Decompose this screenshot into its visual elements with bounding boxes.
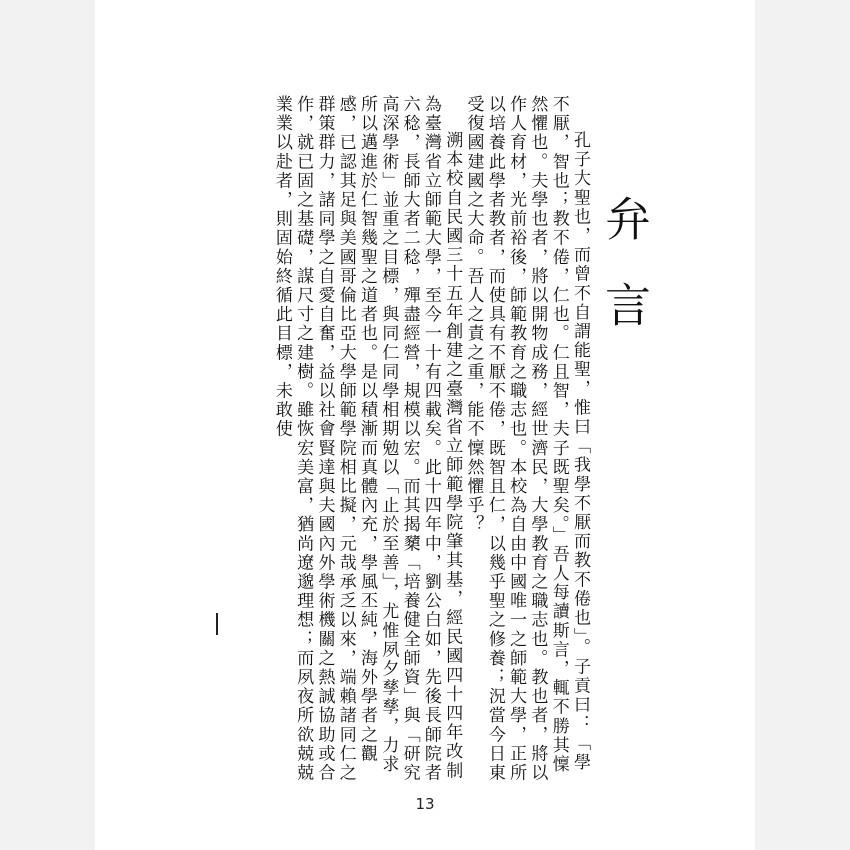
page-title: 弁言 bbox=[598, 195, 652, 367]
page-number: 13 bbox=[415, 795, 435, 813]
paragraph-2: 溯本校自民國三十五年創建之臺灣省立師範學院肇其基，經民國四十四年改制為臺灣省立師範大學，至今一十有四載矣。此十四年中，劉公白如，先後長師院者六稔，長師大者二稔，殫盡經營，規模以宏。而其揭櫫「培養健全師資」與「研究高深學術」並重之目標，與同仁同學相期勉以「止於至善」，尤惟夙夕孳孳，力求所以邁進於仁智幾聖之道者也。是以積漸而真體內充，學風丕純，海外學者之觀感，已認其足與美國哥倫比亞大學師範學院相比擬，元哉承乏以來，端賴諸同仁之群策群力，諸同學之自愛自奮，益以社會賢達與夫國內外學術機關之熱誠協助或合作，就已固之基礎，謀尺寸之建樹。雖恢宏美富，猶尚遼邈理想；而夙夜所欲兢兢業業以赴者，則固始終循此目標，未敢使 bbox=[271, 95, 463, 783]
margin-dash bbox=[216, 613, 218, 635]
body-text bbox=[225, 95, 590, 785]
paragraph-1: 孔子大聖也，而曾不自謂能聖，惟曰「我學不厭而教不倦也」。子貢曰：「學不厭，智也；教不倦，仁也。仁且智，夫子既聖矣。」吾人每讀斯言，輒不勝其懍然懼也。夫學也者，將以開物成務，經世濟民，大學教育之職志也。教也者，將以作人育材，光前裕後，師範教育之職志也。本校為自由中國唯一之師範大學，正所以培養此學者教者，而使具有不厭不倦，既智且仁，以幾乎聖之修養；況當今日東受復國建國之大命。吾人之責之重，能不懍然懼乎？ bbox=[463, 95, 590, 783]
